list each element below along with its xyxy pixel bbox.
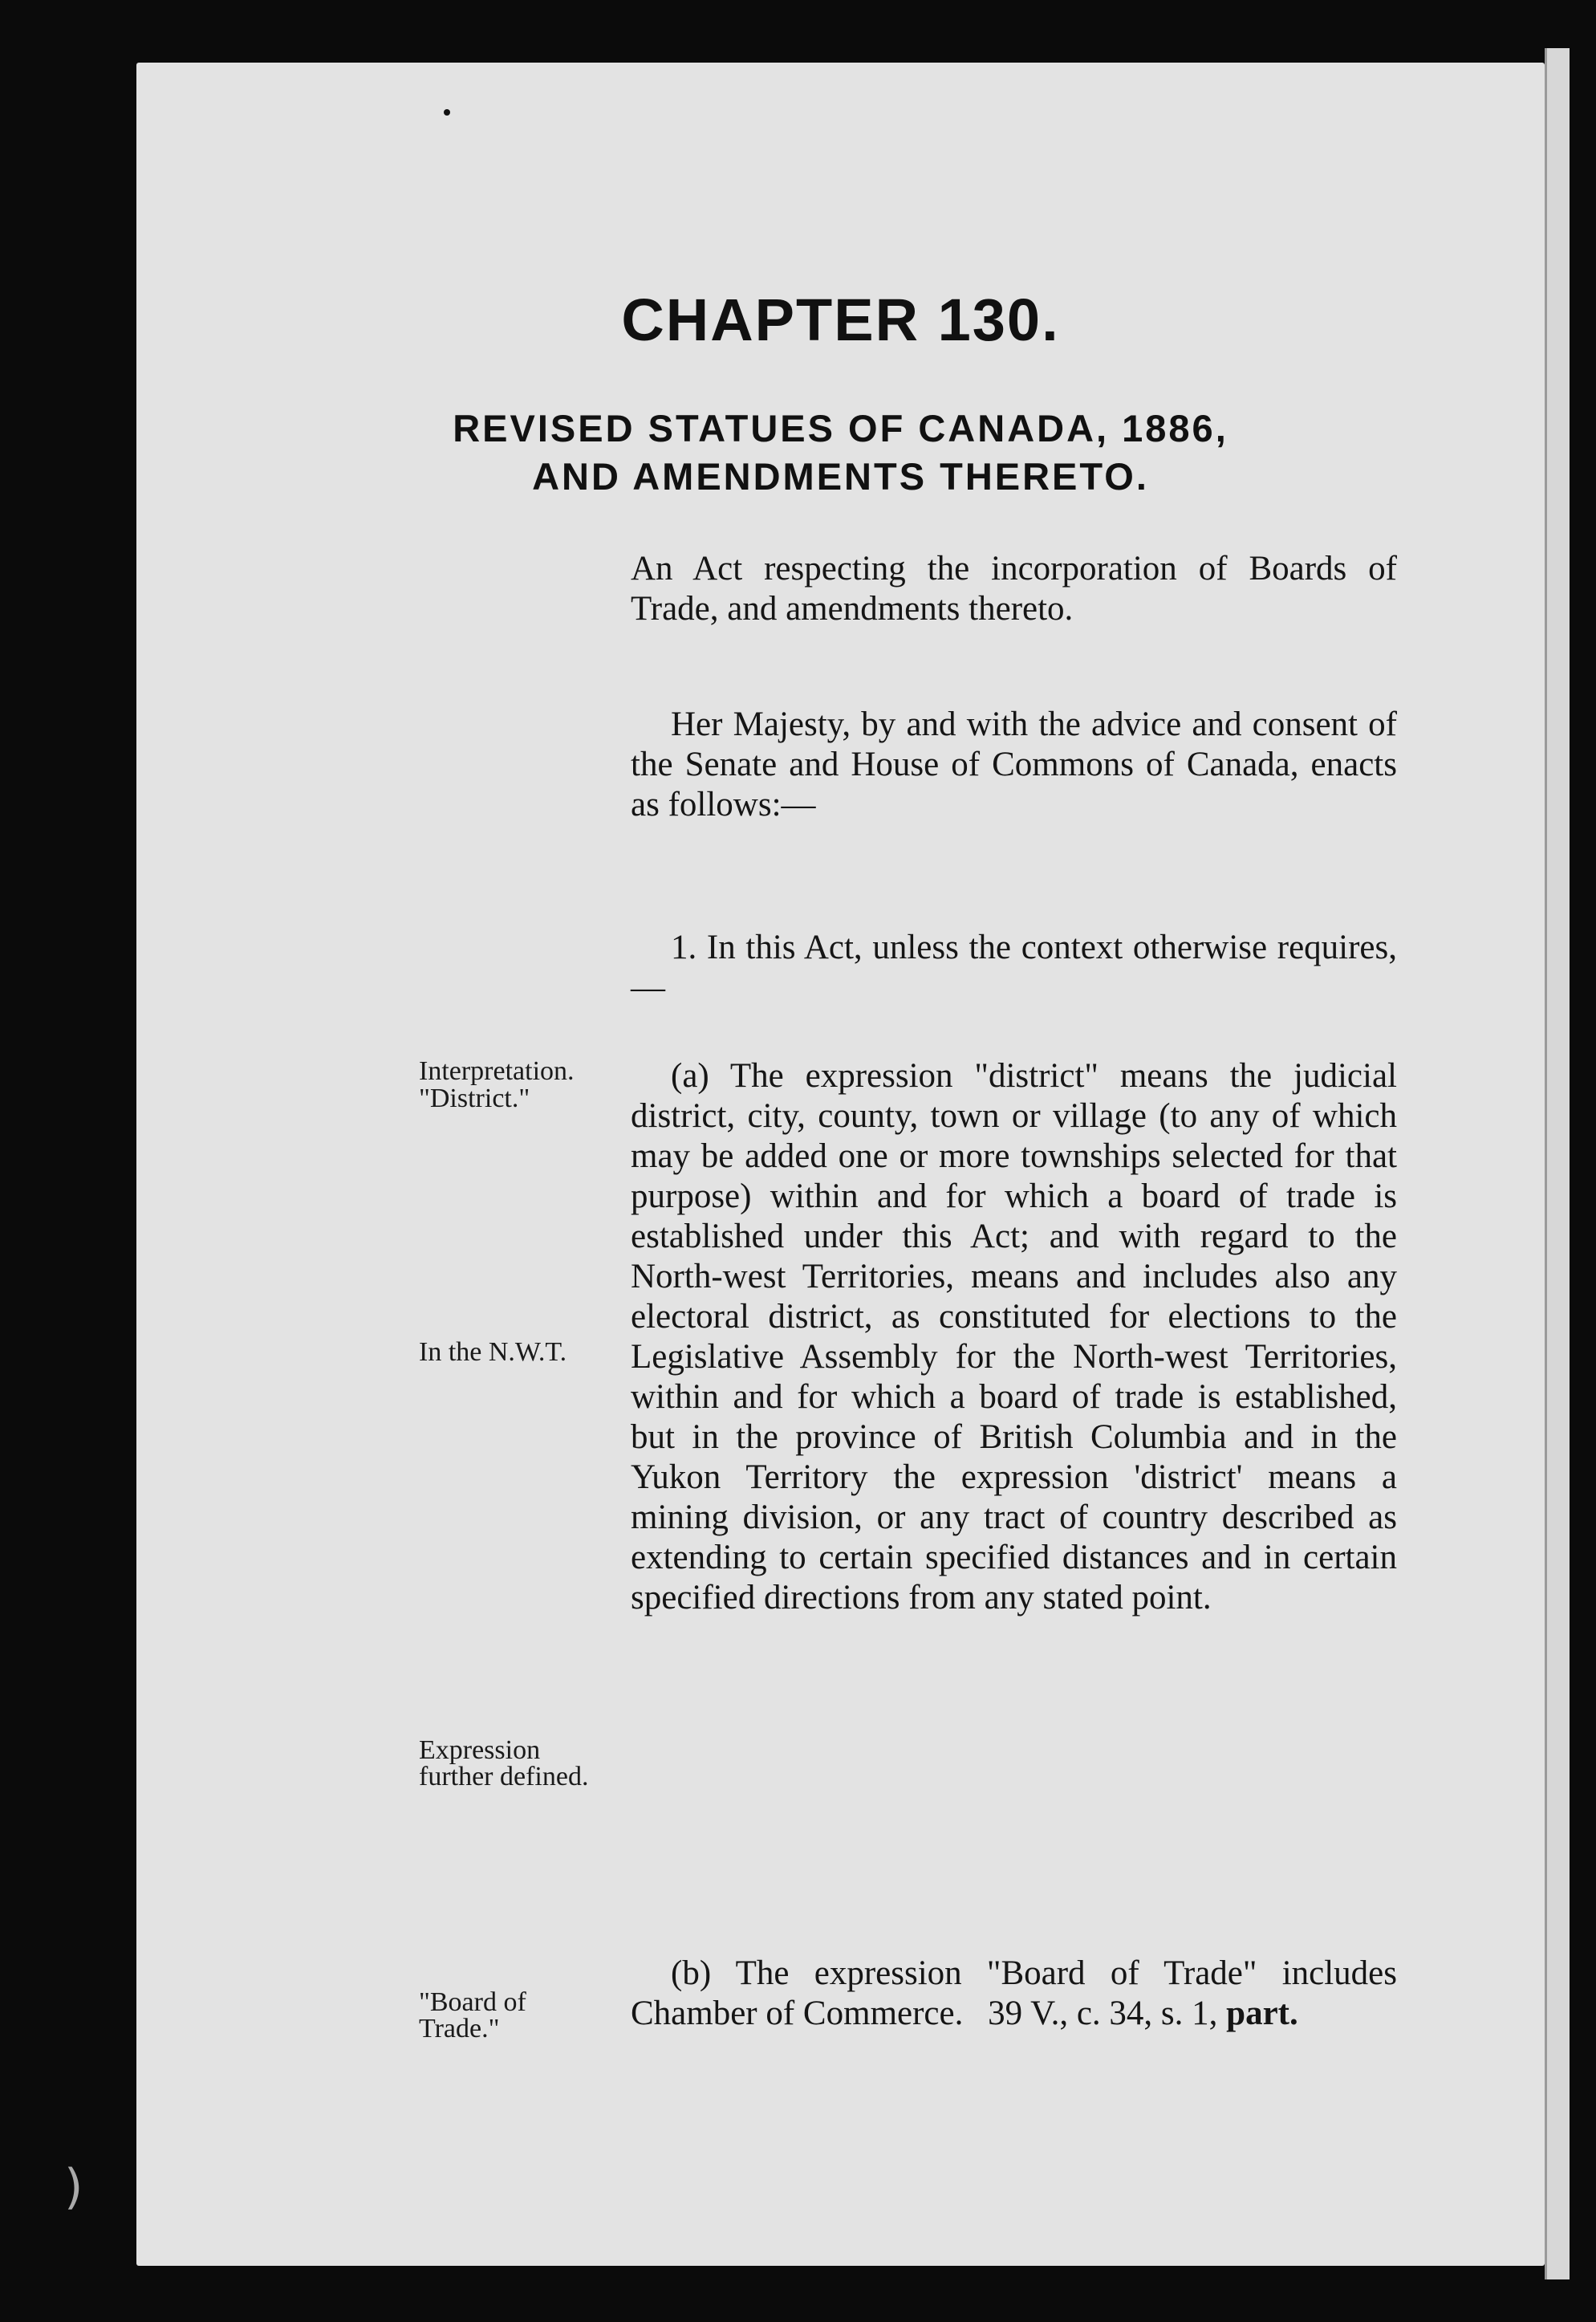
statute-subtitle-line-1: REVISED STATUES OF CANADA, 1886, <box>453 407 1228 449</box>
margin-note-expression: Expression further defined. <box>419 1735 589 1791</box>
paragraph-b <box>631 1954 1397 2034</box>
adjacent-page-edge <box>1545 48 1570 2279</box>
margin-note-district: "District." <box>419 1084 530 1113</box>
chapter-heading: CHAPTER 130. <box>621 287 1060 353</box>
paragraph-b-citation: 39 V., c. 34, s. 1, <box>988 1995 1218 2032</box>
document-page <box>136 63 1545 2266</box>
act-title: An Act respecting the incorporation of Boards of Trade, and amendments thereto. <box>631 550 1397 628</box>
margin-note-board-of-trade: "Board of Trade." <box>419 1987 526 2043</box>
statute-subtitle-line-2: AND AMENDMENTS THERETO. <box>532 455 1149 498</box>
paragraph-a: (a) The expression "district" means the judicial district, city, county, town or village (to any of which may be added one or more townships selected for that purpose) within and for which a board of trade is established under this Act; and with regard to the North-west Territories, means and includes also any electoral district, as constituted for elections to the Legislative Assembly for the North-west Territories, within and for which a board of trade is established, but in the province of British Columbia and in the Yukon Territory the expression 'district' means a mining division, or any tract of country described as extending to certain specified distances and in certain specified directions from any stated point. <box>631 1057 1397 1616</box>
section-1: 1. In this Act, unless the context otherwise requires,— <box>631 929 1397 1006</box>
paragraph-b-citation-suffix: part. <box>1226 1995 1298 2032</box>
enacting-clause: Her Majesty, by and with the advice and consent of the Senate and House of Commons of Canada, enacts as follows:— <box>631 706 1397 823</box>
margin-note-interpretation: Interpretation. <box>419 1056 575 1086</box>
page-speck <box>444 109 450 116</box>
margin-note-nwt: In the N.W.T. <box>419 1337 567 1367</box>
binding-mark: ) <box>64 2159 83 2215</box>
paragraph-b-text: (b) The expression "Board of Trade" includes Chamber of Commerce. <box>631 1954 1397 2032</box>
